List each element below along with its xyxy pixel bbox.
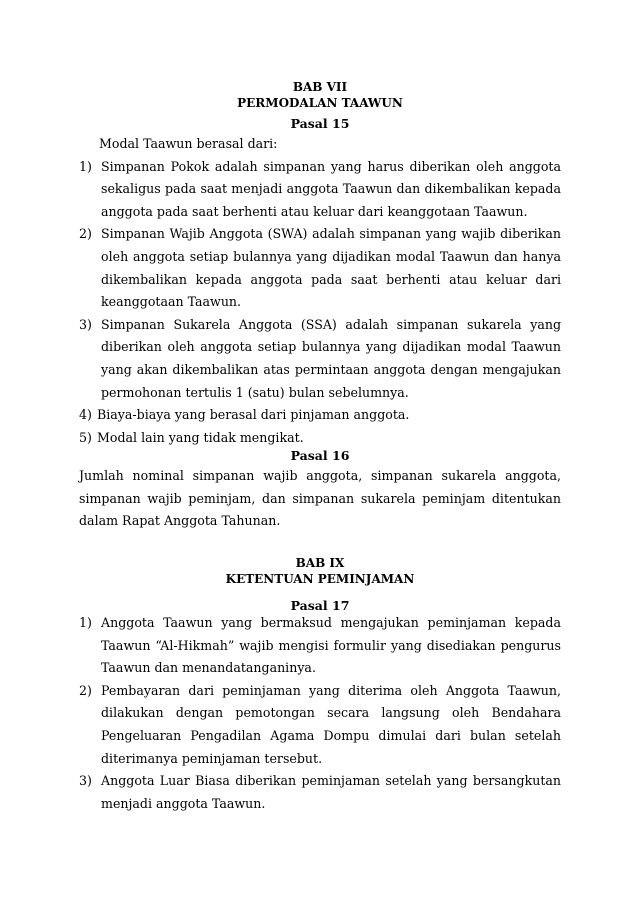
bab-vii-heading	[79, 79, 561, 111]
list-number: 5)	[79, 429, 92, 445]
pasal-16-text: Jumlah nominal simpanan wajib anggota, simpanan sukarela anggota, simpanan wajib peminjam, dan simpanan sukarela peminjam ditentukan dalam Rapat Anggota Tahunan.	[79, 468, 561, 529]
list-text: Biaya-biaya yang berasal dari pinjaman anggota.	[97, 407, 410, 423]
list-number: 3)	[79, 316, 92, 332]
list-text: Modal lain yang tidak mengikat.	[97, 429, 304, 445]
list-item	[79, 770, 561, 815]
chapter-number: BAB IX	[295, 556, 345, 570]
list-number: 1)	[79, 615, 92, 630]
list-text: Simpanan Pokok adalah simpanan yang harus diberikan oleh anggota sekaligus pada saat menjadi anggota Taawun dan dikembalikan kepada anggota pada saat berhenti atau keluar dari keanggotaan Taawun.	[101, 158, 561, 219]
list-number: 4)	[79, 407, 92, 423]
list-item	[79, 427, 561, 450]
list-item	[79, 156, 561, 224]
pasal-16-section	[79, 448, 561, 533]
list-number: 1)	[79, 158, 92, 174]
pasal-15-list	[79, 156, 561, 450]
list-number: 3)	[79, 773, 92, 789]
bab-ix-heading	[79, 555, 561, 587]
list-item	[79, 223, 561, 313]
pasal-16-heading: Pasal 16	[290, 448, 350, 463]
list-item	[79, 404, 561, 427]
list-text: Anggota Taawun yang bermaksud mengajukan peminjaman kepada Taawun “Al-Hikmah” wajib mengisi formulir yang disediakan pengurus Taawun dan menandatanganinya.	[101, 615, 561, 676]
chapter-title: KETENTUAN PEMINJAMAN	[225, 572, 415, 586]
chapter-title: PERMODALAN TAAWUN	[237, 96, 403, 110]
pasal-15-section	[79, 116, 561, 449]
pasal-15-intro: Modal Taawun berasal dari:	[99, 136, 278, 151]
pasal-15-heading: Pasal 15	[290, 116, 350, 131]
list-text: Anggota Luar Biasa diberikan peminjaman setelah yang bersangkutan menjadi anggota Taawun.	[101, 773, 561, 811]
chapter-number: BAB VII	[292, 80, 348, 94]
list-item	[79, 612, 561, 680]
pasal-17-section	[79, 598, 561, 815]
list-text: Simpanan Sukarela Anggota (SSA) adalah simpanan sukarela yang diberikan oleh anggota setiap bulannya yang dijadikan modal Taawun yang akan dikembalikan atas permintaan anggota dengan mengajukan permohonan tertulis 1 (satu) bulan sebelumnya.	[101, 316, 561, 400]
list-text: Simpanan Wajib Anggota (SWA) adalah simpanan yang wajib diberikan oleh anggota setiap bulannya yang dijadikan modal Taawun dan hanya dikembalikan kepada anggota pada saat berhenti atau keluar dari keanggotaan Taawun.	[101, 226, 561, 310]
list-number: 2)	[79, 226, 92, 242]
list-item	[79, 314, 561, 404]
list-text: Pembayaran dari peminjaman yang diterima oleh Anggota Taawun, dilakukan dengan pemotongan secara langsung oleh Bendahara Pengeluaran Pengadilan Agama Dompu dimulai dari bulan setelah diterimanya peminjaman tersebut.	[101, 682, 561, 766]
list-number: 2)	[79, 682, 92, 698]
list-item	[79, 680, 561, 770]
pasal-17-list	[79, 612, 561, 815]
pasal-17-heading: Pasal 17	[290, 598, 350, 613]
